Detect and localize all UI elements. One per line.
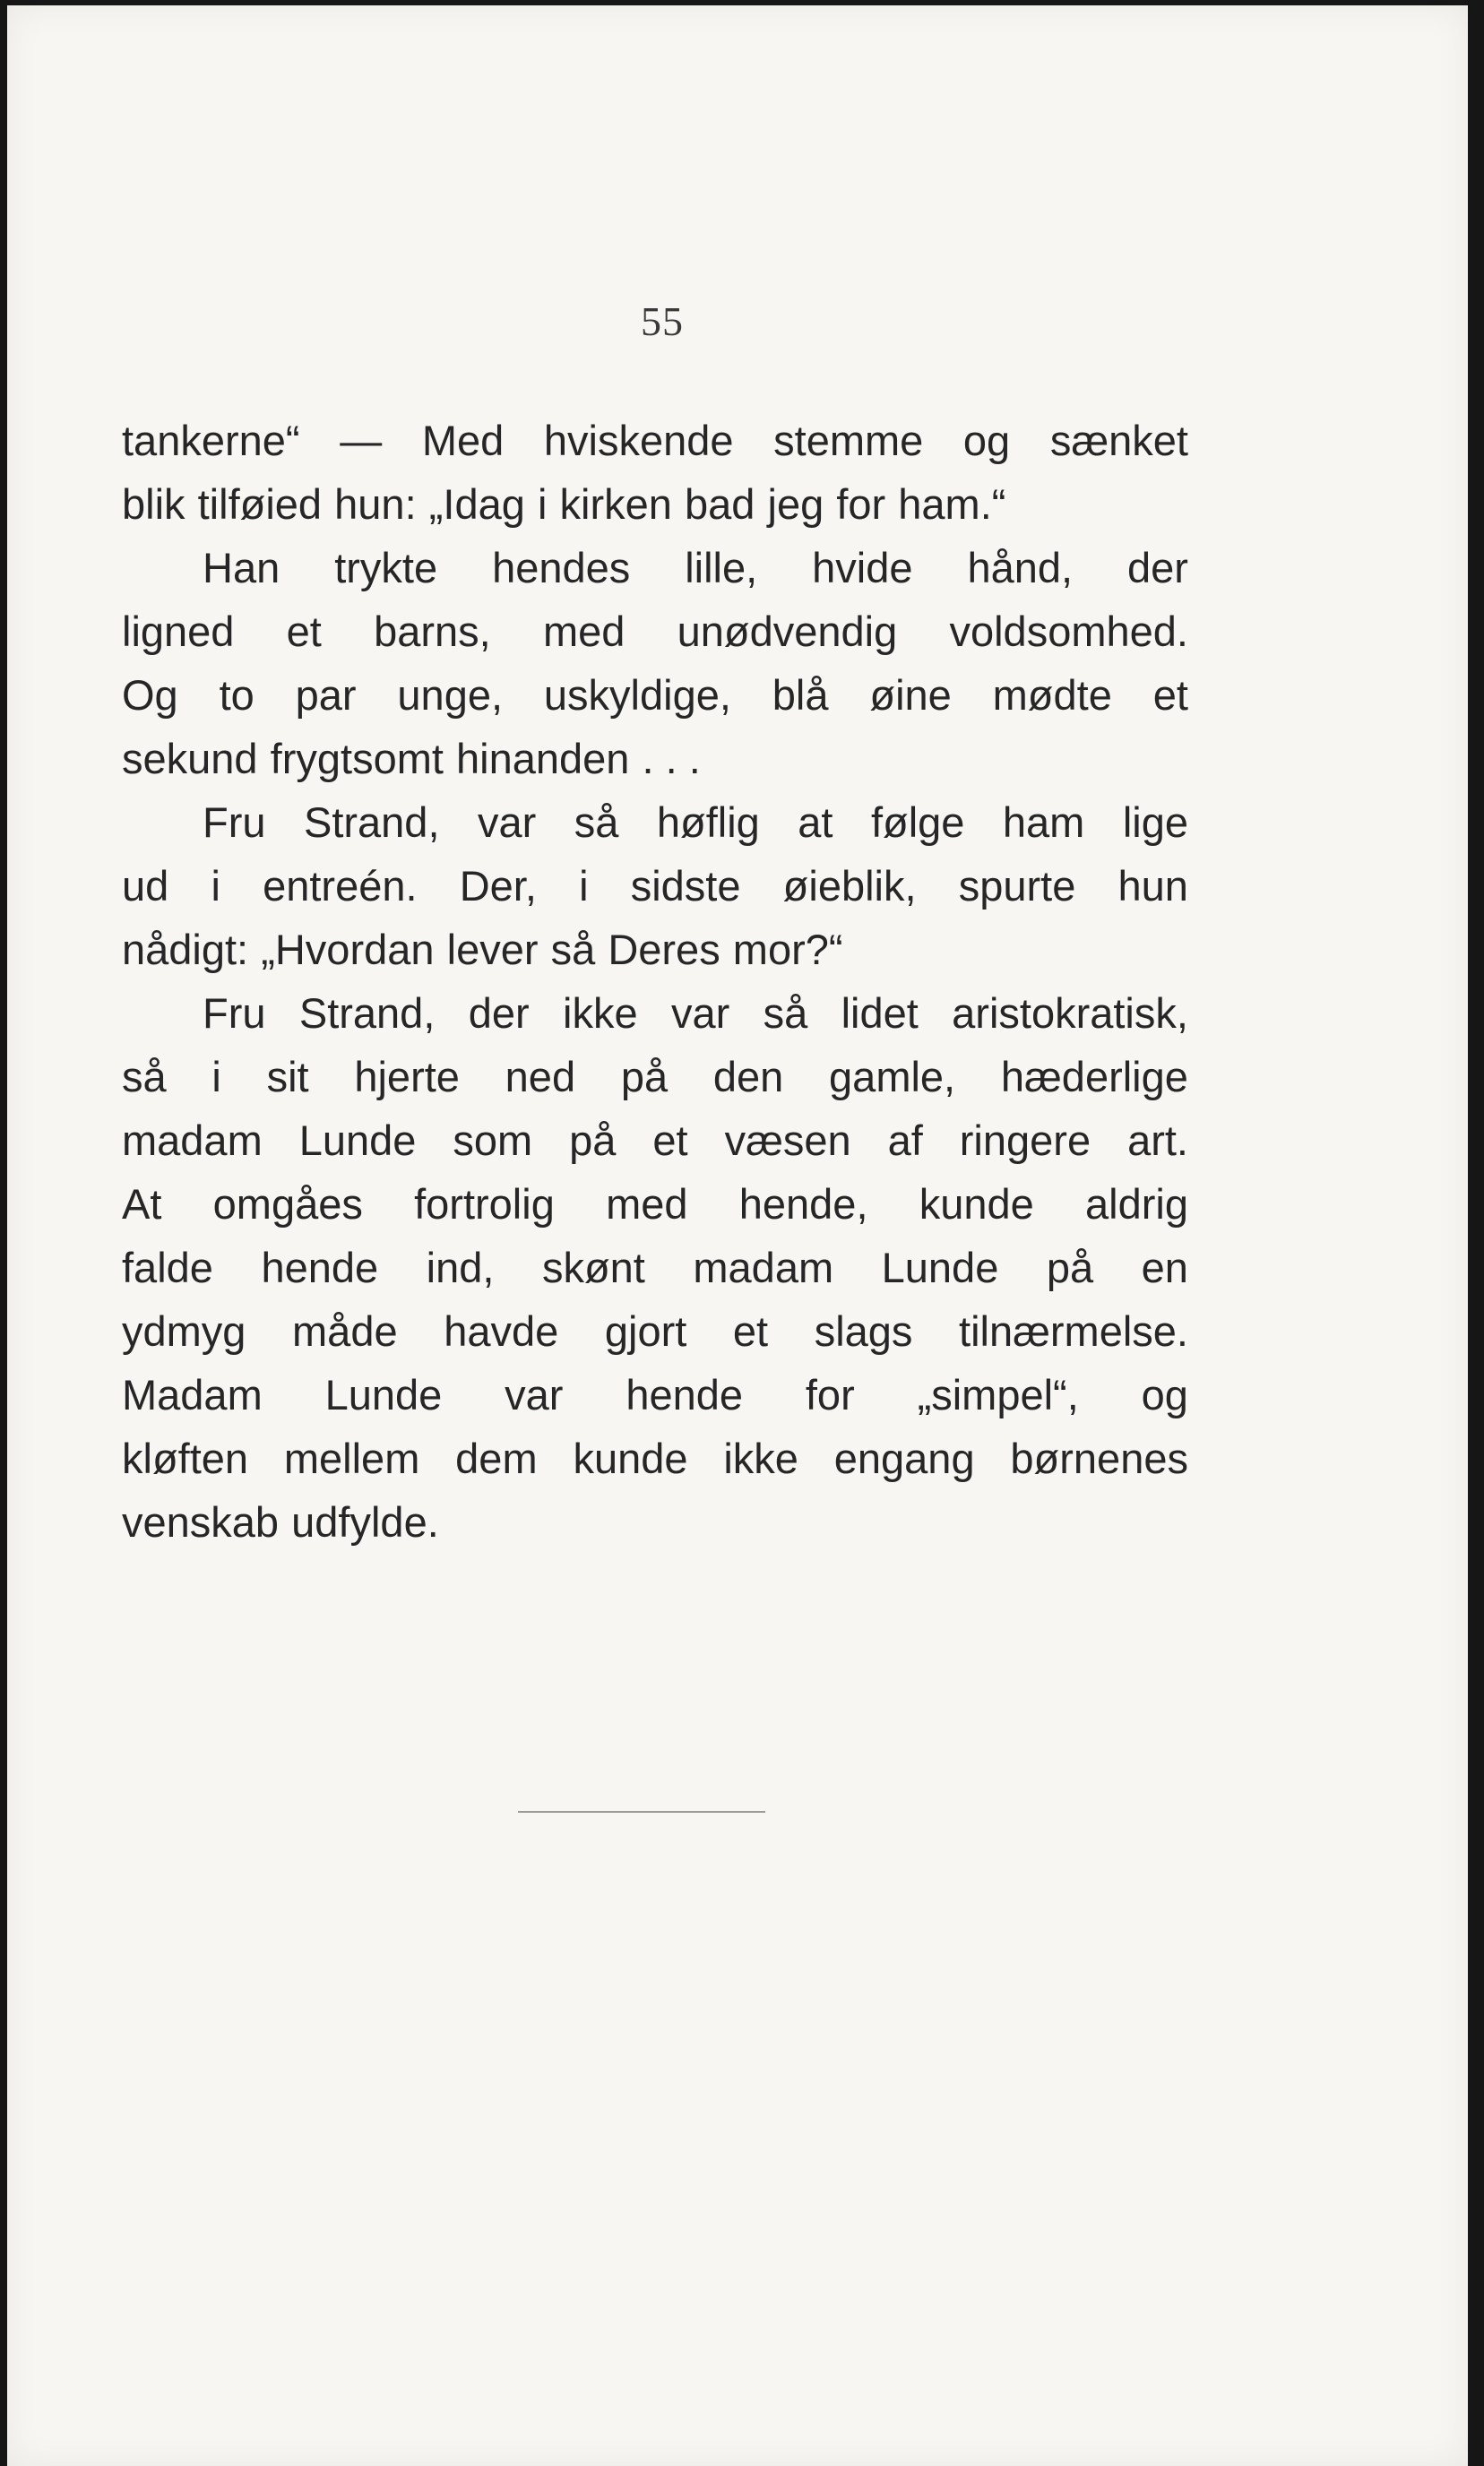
word: hun	[1117, 862, 1188, 910]
word: aldrig	[1085, 1180, 1188, 1228]
word: hende,	[738, 1180, 868, 1228]
word: mellem	[283, 1435, 420, 1482]
word: og	[962, 417, 1011, 464]
word: var	[670, 989, 730, 1037]
word: . . .	[642, 735, 701, 782]
word: fortrolig	[414, 1180, 555, 1228]
word: ringere	[959, 1117, 1091, 1164]
word: sidste	[630, 862, 741, 910]
word: bad	[684, 480, 755, 528]
word: hende	[626, 1371, 744, 1418]
word: så	[122, 1053, 167, 1100]
text-line	[122, 409, 1188, 472]
word: lige	[1122, 798, 1188, 846]
word: tankerne“	[122, 417, 300, 464]
word: ind,	[426, 1244, 495, 1291]
word: hinanden	[456, 735, 630, 782]
word: på	[620, 1053, 669, 1100]
word: ydmyg	[122, 1307, 246, 1355]
word: sekund	[122, 735, 258, 782]
word: unge,	[397, 671, 504, 719]
word: på	[1046, 1244, 1094, 1291]
text-line	[122, 1236, 1188, 1299]
text-line	[122, 1299, 1188, 1363]
word: Deres	[608, 926, 720, 973]
word: jeg	[767, 480, 824, 528]
word: falde	[122, 1244, 213, 1291]
word: Fru	[203, 989, 266, 1037]
word: voldsomhed.	[949, 608, 1188, 655]
word: Og	[122, 671, 178, 719]
word: omgåes	[212, 1180, 363, 1228]
word: Strand,	[298, 989, 436, 1037]
word: lille,	[685, 544, 758, 591]
page-number: 55	[641, 298, 684, 344]
word: så	[550, 926, 596, 973]
word: så	[574, 798, 619, 846]
word: hånd,	[967, 544, 1074, 591]
word: madam	[693, 1244, 834, 1291]
word: —	[340, 417, 383, 464]
text-line	[122, 1108, 1188, 1172]
word: et	[286, 608, 322, 655]
word: der	[1127, 544, 1188, 591]
word: et	[732, 1307, 769, 1355]
word: spurte	[958, 862, 1076, 910]
word: den	[712, 1053, 784, 1100]
word: barns,	[374, 608, 491, 655]
word: væsen	[724, 1117, 851, 1164]
word: kunde	[573, 1435, 688, 1482]
word: udfylde.	[291, 1498, 439, 1546]
word: et	[652, 1117, 688, 1164]
word: mor?“	[732, 926, 843, 973]
word: tilnærmelse.	[959, 1307, 1188, 1355]
word: af	[887, 1117, 923, 1164]
text-line	[122, 918, 1188, 981]
word: blik	[122, 480, 186, 528]
word: par	[295, 671, 357, 719]
word: som	[453, 1117, 533, 1164]
word: i	[579, 862, 589, 910]
word: mødte	[992, 671, 1112, 719]
text-line	[122, 981, 1188, 1045]
text-line	[122, 1045, 1188, 1108]
text-line	[122, 663, 1188, 727]
word: en	[1141, 1244, 1188, 1291]
word: for	[805, 1371, 855, 1418]
word: øine	[869, 671, 952, 719]
word: frygtsomt	[270, 735, 444, 782]
word: med	[606, 1180, 688, 1228]
word: hende	[261, 1244, 379, 1291]
word: gjort	[604, 1307, 687, 1355]
word: hviskende	[543, 417, 734, 464]
word: madam	[122, 1117, 263, 1164]
word: sænket	[1049, 417, 1188, 464]
word: med	[542, 608, 626, 655]
text-line	[122, 727, 1188, 790]
word: høflig	[656, 798, 760, 846]
word: ikke	[563, 989, 638, 1037]
word: hvide	[812, 544, 913, 591]
word: art.	[1127, 1117, 1188, 1164]
word: kirken	[559, 480, 672, 528]
text-line	[122, 790, 1188, 854]
end-rule	[518, 1811, 765, 1813]
word: så	[763, 989, 808, 1037]
word: hjerte	[354, 1053, 460, 1100]
word: aristokratisk,	[952, 989, 1188, 1037]
word: skønt	[541, 1244, 645, 1291]
word: to	[219, 671, 255, 719]
text-line	[122, 1172, 1188, 1236]
word: og	[1141, 1371, 1188, 1418]
word: øieblik,	[782, 862, 917, 910]
word: lever	[446, 926, 539, 973]
word: nådigt:	[122, 926, 249, 973]
word: unødvendig	[677, 608, 898, 655]
word: ned	[505, 1053, 576, 1100]
book-page	[7, 5, 1468, 2466]
word: i	[211, 1053, 221, 1100]
word: at	[798, 798, 833, 846]
word: sit	[266, 1053, 309, 1100]
word: Med	[421, 417, 505, 464]
text-line	[122, 1427, 1188, 1490]
word: Madam	[122, 1371, 263, 1418]
word: hendes	[492, 544, 631, 591]
word: slags	[814, 1307, 913, 1355]
word: Han	[203, 544, 280, 591]
word: et	[1152, 671, 1188, 719]
word: for	[836, 480, 886, 528]
word: engang	[833, 1435, 975, 1482]
text-line	[122, 472, 1188, 536]
word: var	[505, 1371, 564, 1418]
word: Lunde	[881, 1244, 999, 1291]
word: ud	[122, 862, 169, 910]
word: kunde	[919, 1180, 1034, 1228]
word: hæderlige	[1000, 1053, 1188, 1100]
word: Lunde	[298, 1117, 417, 1164]
word: blå	[772, 671, 829, 719]
word: stemme	[773, 417, 924, 464]
word: måde	[292, 1307, 398, 1355]
word: hun:	[334, 480, 417, 528]
word: kløften	[122, 1435, 249, 1482]
word: „Hvordan	[261, 926, 435, 973]
word: børnenes	[1010, 1435, 1188, 1482]
word: ligned	[122, 608, 235, 655]
text-line	[122, 599, 1188, 663]
word: tilføied	[197, 480, 323, 528]
word: trykte	[334, 544, 438, 591]
word: i	[211, 862, 220, 910]
text-line	[122, 854, 1188, 918]
word: gamle,	[829, 1053, 956, 1100]
word: var	[477, 798, 537, 846]
text-line	[122, 1490, 1188, 1554]
word: venskab	[122, 1498, 280, 1546]
word: ham.“	[898, 480, 1006, 528]
text-line	[122, 536, 1188, 599]
word: ikke	[723, 1435, 798, 1482]
text-line	[122, 1363, 1188, 1427]
word: dem	[455, 1435, 538, 1482]
word: havde	[444, 1307, 559, 1355]
word: uskyldige,	[543, 671, 731, 719]
word: entreén.	[263, 862, 418, 910]
word: der	[468, 989, 530, 1037]
word: Der,	[459, 862, 537, 910]
word: Strand,	[303, 798, 440, 846]
word: i	[537, 480, 548, 528]
word: ham	[1002, 798, 1085, 846]
word: lidet	[841, 989, 919, 1037]
word: „simpel“,	[917, 1371, 1079, 1418]
body-text	[122, 409, 1188, 1554]
word: „Idag	[428, 480, 525, 528]
word: på	[569, 1117, 617, 1164]
word: følge	[870, 798, 965, 846]
word: Lunde	[324, 1371, 443, 1418]
word: At	[122, 1180, 162, 1228]
word: Fru	[203, 798, 266, 846]
